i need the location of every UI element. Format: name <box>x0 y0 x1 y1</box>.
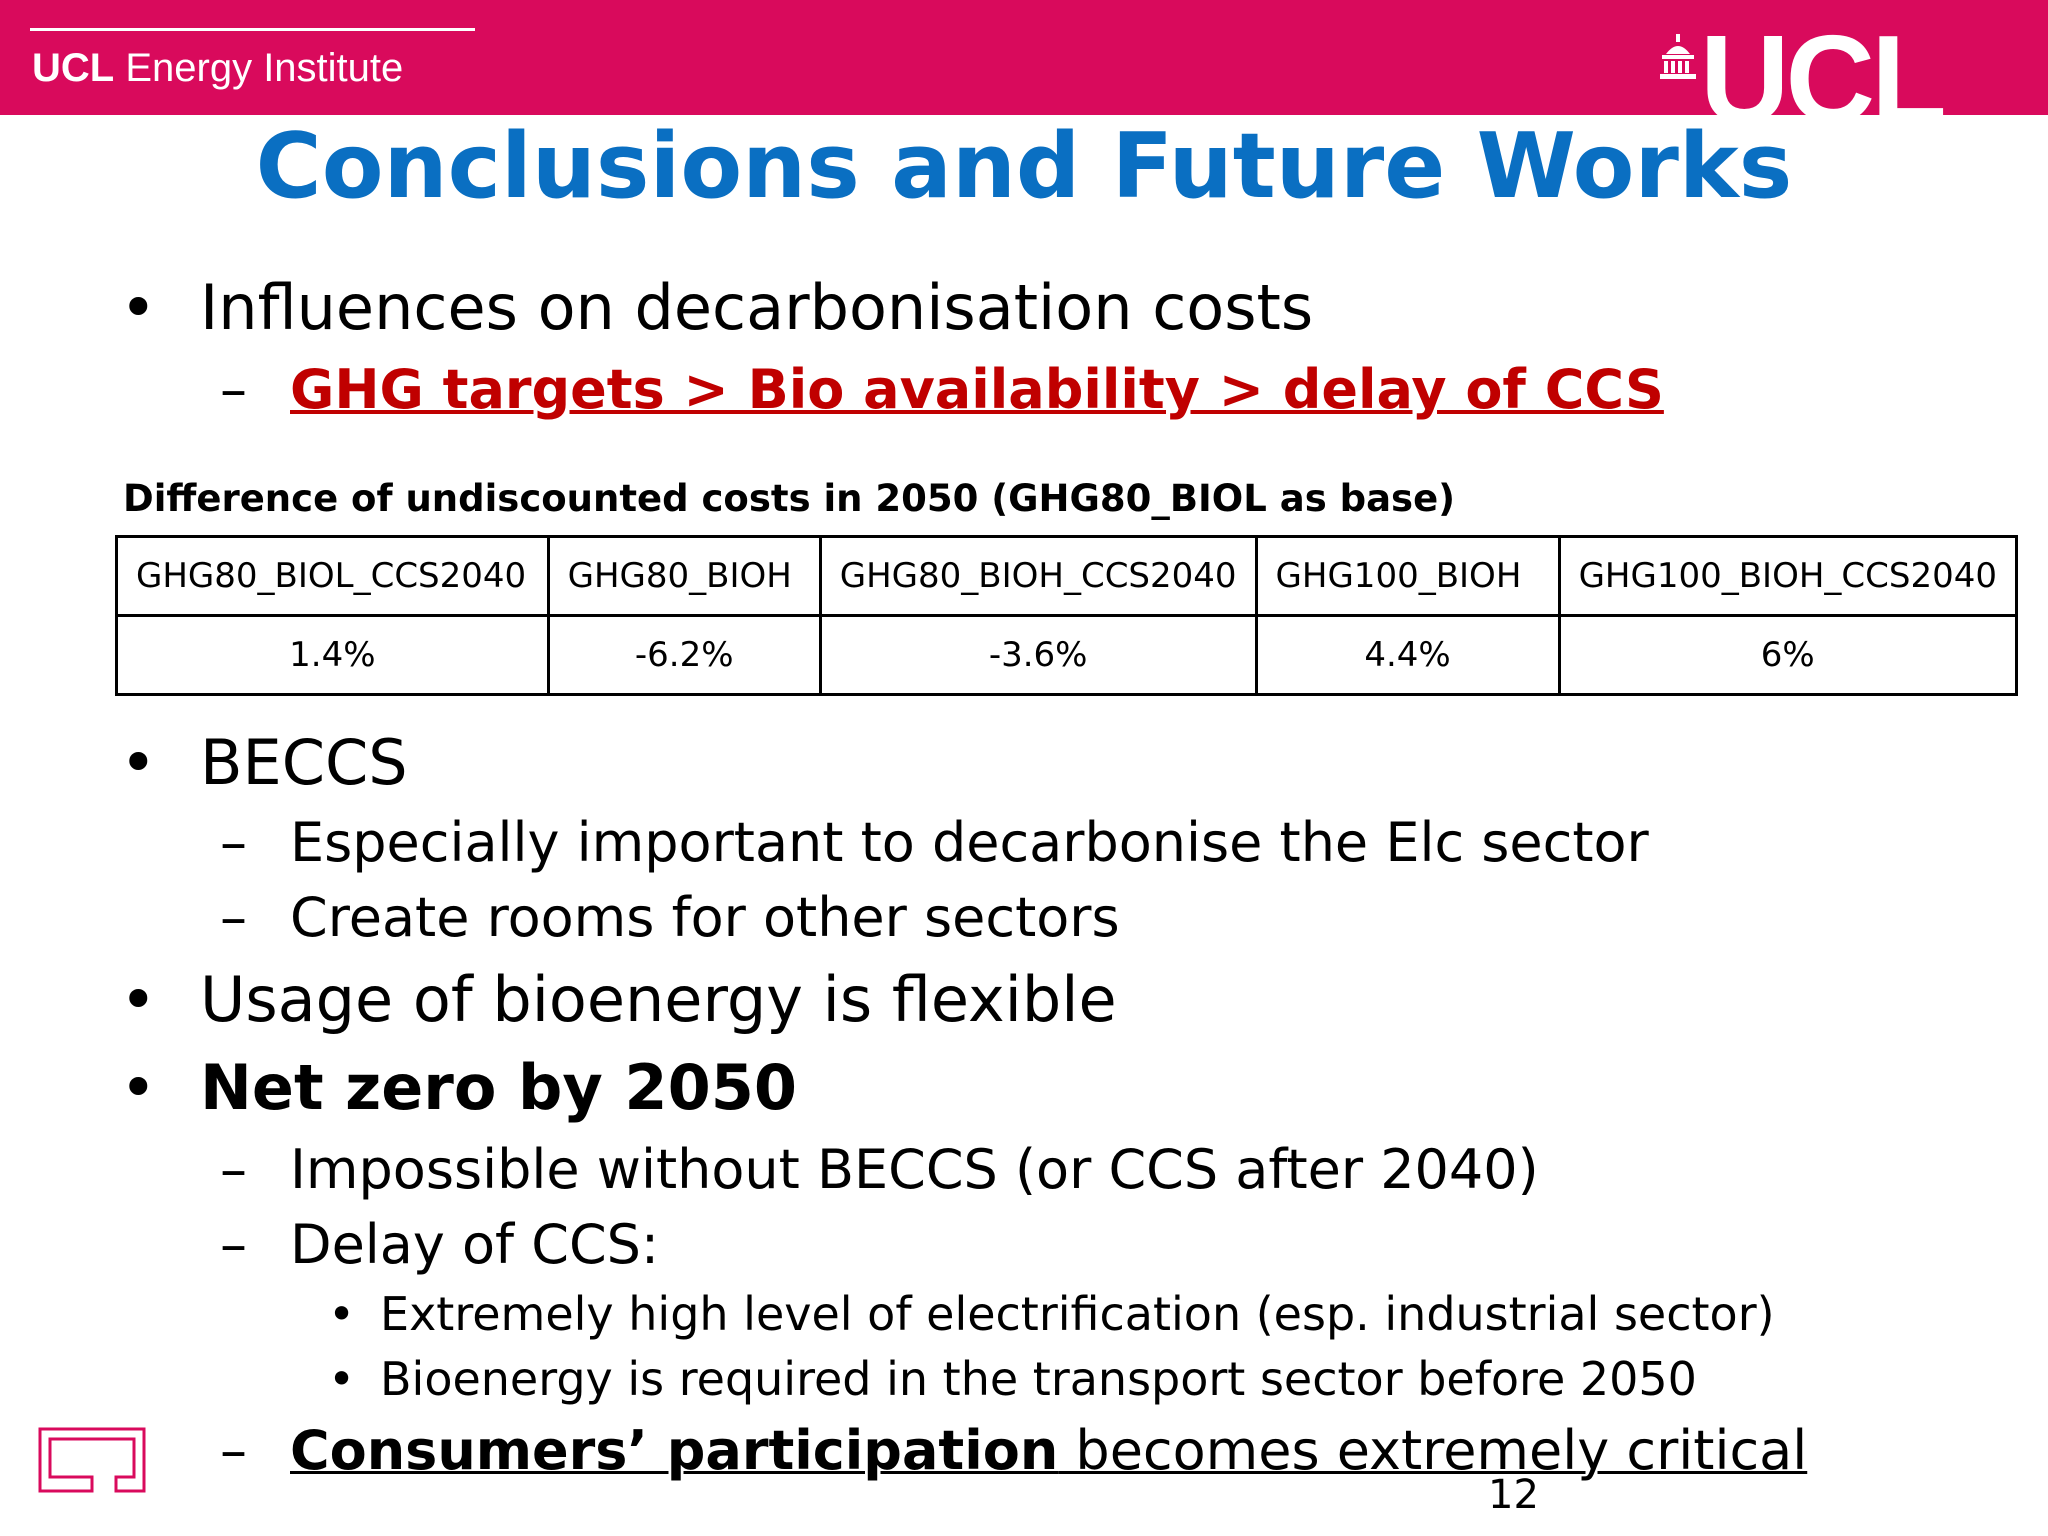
bullet-beccs: BECCS <box>200 726 408 799</box>
table-cell: 1.4% <box>117 616 549 695</box>
beccs-point-1: Especially important to decarbonise the Elc sector <box>290 811 1649 874</box>
ucl-logo <box>1658 11 1988 149</box>
bullet-dot: • <box>120 271 157 344</box>
table-header-cell: GHG80_BIOL_CCS2040 <box>117 537 549 616</box>
table-header-cell: GHG100_BIOH <box>1256 537 1559 616</box>
table-caption: Difference of undiscounted costs in 2050 (GHG80_BIOL as base) <box>123 477 1456 520</box>
table-cell: -6.2% <box>548 616 820 695</box>
dash-marker: – <box>220 1213 247 1276</box>
dash-marker: – <box>220 886 247 949</box>
org-name <box>32 44 403 92</box>
table-header-row <box>117 537 2017 616</box>
corner-bracket-icon <box>36 1425 148 1495</box>
table-cell: 4.4% <box>1256 616 1559 695</box>
beccs-point-2: Create rooms for other sectors <box>290 886 1120 949</box>
header-rule <box>30 28 475 31</box>
bullet-net-zero: Net zero by 2050 <box>200 1051 797 1124</box>
cost-difference-table <box>115 535 2018 696</box>
page-number: 12 <box>1488 1472 1539 1518</box>
ccs-delay-item: Extremely high level of electrification (esp. industrial sector) <box>380 1287 1775 1341</box>
slide-title: Conclusions and Future Works <box>255 114 1793 219</box>
net-zero-point-1: Impossible without BECCS (or CCS after 2040) <box>290 1138 1539 1201</box>
dash-marker: – <box>220 1138 247 1201</box>
header-bar <box>0 0 2048 149</box>
table-row <box>117 616 2017 695</box>
ranking-text: GHG targets > Bio availability > delay of CCS <box>290 358 1664 421</box>
table-header-cell: GHG100_BIOH_CCS2040 <box>1559 537 2016 616</box>
table-header-cell: GHG80_BIOH_CCS2040 <box>820 537 1256 616</box>
net-zero-point-3 <box>290 1418 1807 1484</box>
logo-wordmark: UCL <box>1700 11 1943 149</box>
ccs-delay-item: Bioenergy is required in the transport sector before 2050 <box>380 1352 1697 1406</box>
bullet-dot: • <box>328 1352 356 1406</box>
bullet-dot: • <box>120 726 157 799</box>
portico-icon <box>1658 34 1698 80</box>
dash-marker: – <box>220 811 247 874</box>
consumers-participation: Consumers’ participation <box>290 1419 1059 1482</box>
bullet-dot: • <box>120 963 157 1036</box>
table-header-cell: GHG80_BIOH <box>548 537 820 616</box>
table-cell: 6% <box>1559 616 2016 695</box>
org-name-bold: UCL <box>32 46 115 90</box>
bullet-dot: • <box>120 1051 157 1124</box>
bullet-influences: Influences on decarbonisation costs <box>200 271 1314 344</box>
dash-marker: – <box>220 358 247 421</box>
dash-marker: – <box>220 1419 247 1482</box>
bullet-dot: • <box>328 1287 356 1341</box>
critical-text: becomes extremely critical <box>1058 1419 1808 1482</box>
table-cell: -3.6% <box>820 616 1256 695</box>
bullet-bioenergy: Usage of bioenergy is flexible <box>200 963 1117 1036</box>
net-zero-point-2: Delay of CCS: <box>290 1213 660 1276</box>
org-name-rest: Energy Institute <box>125 46 404 90</box>
